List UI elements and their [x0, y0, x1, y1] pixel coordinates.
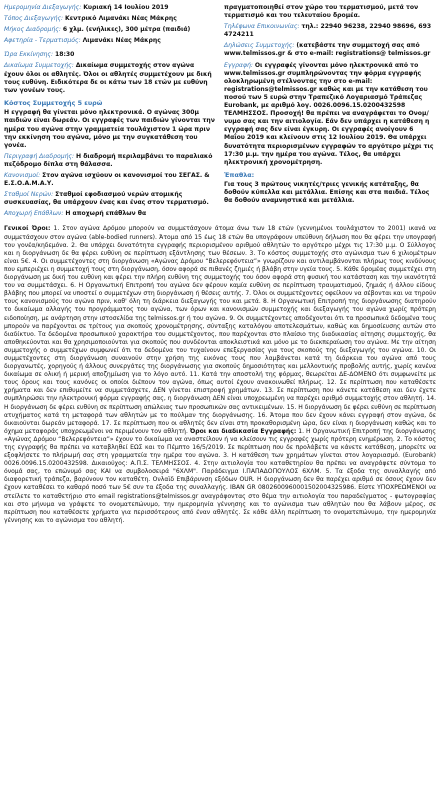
- water-line: [4, 191, 216, 207]
- registration-terms-heading: Όροι και διαδικασία Εγγραφής:: [189, 427, 297, 435]
- date-line: [4, 4, 216, 12]
- route-value: Η διαδρομή περιλαμβάνει το παραλιακό πεζόδρομο δίπλα στη θάλασσα.: [4, 152, 213, 168]
- time-label: Ώρα Εκκίνησης:: [4, 51, 54, 59]
- rights-line: [4, 62, 216, 94]
- right-intro: πραγματοποιηθεί στον χώρο του τερματισμού, μετά τον τερματισμό και του τελευταίου δρομέα.: [224, 4, 419, 20]
- startfinish-value: Λιμανάκι Νέας Μάκρης: [82, 37, 161, 45]
- rules-label: Κανονισμοί:: [4, 172, 41, 180]
- general-terms-heading: Γενικοί Όροι:: [4, 225, 51, 233]
- rules-value: Στον αγώνα ισχύουν οι κανονισμοί του ΣΕΓΑΣ. & Ε.Σ.Ο.Α.Μ.Α.Υ.: [4, 172, 210, 188]
- time-line: [4, 51, 216, 59]
- length-label: Μήκος Διαδρομής:: [4, 26, 61, 34]
- general-terms-text: 1. Στον αγώνα Δρόμου μπορούν να συμμετάσχουν άτομα άνω των 18 ετών (γεννημένοι τουλάχιστον το 2001) ικανά να συμμετάσχουν στον αγώνα (able-bodied runners). Άτομα από 15 έως 18 ετών θα υπογράφουν υπεύθυνη δήλωση που θα φέρει την υπογραφή του γονέα/κηδεμόνα. 2. Θα υπάρχει δυνατότητα εγγραφής περιορισμένου αριθμού αθλητών το αργότερο μέχρι τις 17:30 μ.μ. Ο Σύλλογος και η διοργάνωση δε θα φέρει ευθύνη σε περίπτωση εξάντλησης των θέσεων. 3. Το κόστος συμμετοχής στο αγώνισμα των 6 χιλιομέτρων είναι 5€. 4. Οι συμμετέχοντες στη διοργάνωση «Αγώνας Δρόμου “Βελερεφόντεια”» γνωρίζουν και αντιλαμβάνονται πλήρως τους κινδύνους που εμπεριέχει η συμμετοχή τους στη διοργάνωση, όσον αφορά σε πιθανές ζημιές ή βλάβη στην υγεία τους. 5. Κάθε δρομέας συμμετέχει στη διοργάνωση με δική του ευθύνη και φέρει την πλήρη ευθύνη της συμμετοχής του όσον αφορά στη φυσική του κατάσταση και την ικανότητά του να συμμετάσχει. 6. Η Οργανωτική Επιτροπή του αγώνα δεν φέρουν καμία ευθύνη σε περίπτωση τραυματισμού, ζημιάς ή άλλου είδους βλάβης που μπορεί να υποστεί ο συμμετέχων στη διοργάνωση ή θέσεις αυτής. 7. Όλοι οι συμμετέχοντες οφείλουν να σέβονται και να τηρούν τους κανονισμούς του αγώνα πριν, καθ' όλη τη διάρκεια διεξαγωγής του και μετά. 8. Η Οργανωτική Επιτροπή της διοργάνωσης διατηρούν το δικαίωμα αλλαγής του προγράμματος του αγώνα, των όρων και κανονισμών συμμετοχής και διεξαγωγής του αγώνα χωρίς πρότερη ειδοποίηση, με ανάρτηση στην ιστοσελίδα της telmissos.gr ή του αγώνα. 9. Οι συμμετέχοντες αποδέχονται ότι τα προσωπικά δεδομένα τους μπορούν να παρέχονται σε τρίτους για σκοπούς χρονομέτρησης, σύνταξης καταλόγου αποτελεσμάτων, καθώς και δημοσίευσης αυτών στο διαδίκτυο. Τα δεδομένα προσωπικού χαρακτήρα του συμμετέχοντος, που παρέχονται στο πλαίσιο της διαδικασίας αίτησης συμμετοχής, θα αποθηκεύονται και θα χρησιμοποιούνται για σκοπούς που συνδέονται αποκλειστικά και μόνο με το διεκπεραίωση του αγώνα. Με την αίτηση συμμετοχής ο συμμετέχων συμφωνεί ότι τα δεδομένα του τυχαίνουν επεξεργασίας για τους σκοπούς της διεξαγωγής του αγώνα. 10. Οι συμμετέχοντες στη διοργάνωση συναινούν στην χρήση της εικόνας τους που λαμβάνεται κατά τη διάρκεια του αγώνα από τους διοργανωτές, χορηγούς ή άλλους συνεργάτες της διοργάνωσης για σκοπούς δημοσιότητας και μελλοντικής προβολής αυτής, χωρίς κανένα δικαίωμα σε ολική ή μερική αποζημίωση για το λόγο αυτό. 11. Κατά την αποστολή της φόρμας, θεωρείται ΔΕ-ΔΟΜΕΝΟ ότι συμφωνείτε με τους όρους και τους κανόνες οι οποίοι διέπουν τον αγώνα, όπως αυτοί έχουν ανακοινωθεί πλήρως. 12. Σε περίπτωση που καταθέσετε χρήματα και δεν επιθυμείτε να συμμετάσχετε, ΔΕΝ γίνεται επιστροφή χρημάτων. 13. Σε περίπτωση που κάνετε κατάθεση και δεν έχετε συμπληρώσει την ηλεκτρονική φόρμα εγγραφής σας, η διοργάνωση ΔΕΝ είναι υποχρεωμένη να παρέχει αριθμό συμμετοχής στον αθλητή. 14. Η διοργάνωση δε φέρει ευθύνη σε περίπτωση απώλειας των προσωπικών σας αντικειμένων. 15. Η διοργάνωση δε φέρει ευθύνη σε περίπτωση ατυχήματος κατά τη μεταφορά των αθλητών με το πούλμαν της διοργάνωσης. 16. Άτομα που δεν έχουν κάνει εγγραφή στον αγώνα, δε δικαιούνται δωρεάν μεταφορά. 17. Σε περίπτωση που οι αθλητές δεν είναι στη προκαθορισμένη ώρα, δεν είναι η διοργάνωση καθώς και το όχημα μεταφοράς υποχρεωμένοι να περιμένουν τον αθλητή.: [4, 225, 436, 435]
- time-value: 18:30: [55, 51, 75, 59]
- water-value: Σταθμοί εφοδιασμού νερών ατομικής συσκευασίας, θα υπάρχουν ένας και ένας στον τερματισμό.: [4, 191, 209, 207]
- place-label: Τόπος Διεξαγωγής:: [4, 15, 64, 23]
- route-label: Περιγραφή Διαδρομής:: [4, 152, 75, 160]
- rules-line: [4, 172, 216, 188]
- registration-terms-text: 1. Η Οργανωτική Επιτροπή της διοργάνωσης «Αγώνας Δρόμου “Βελερεφόντεια”» έχουν το δικαίωμα να αναστείλουν ή να κλείσουν τις εγγραφές χωρίς πρότερη ενημέρωση. 2. Το κόστος της εγγραφής θα πρέπει να καταβληθεί ΕΩΣ και το Πέμπτο 16/5/2019. Σε περίπτωση που δε προλάβετε να κάνετε κατάθεση, μπορείτε να εξοφλήσετε το πλήρωμή σας στη γραμματεία την ημέρα του αγώνα. 3. Η κατάθεση των χρημάτων γίνεται στον λογαριασμό. (Eurobank) 0026.0096.15.0200432598. Δικαιούχος: Α.Π.Σ. ΤΕΛΜΗΣΣΟΣ. 4. Στην αιτιολογία του καταθετηρίου θα πρέπει να αναγράφετε σύντομα το όνομά σας, το επώνυμό σας ΚΑΙ να συμβολοσειρά "6ΧΛΜ". Παράδειγμα Ι.ΠΑΠΑΔΟΠΟΥΛΟΣ 6ΧΛΜ. 5. Τα έξοδα της συναλλαγής από διαφορετική τράπεζα, βαρύνουν τον καταθέτη. Ονλαϊδ Επιβάρυνση εξόδων OUR. Η διοργάνωση δεν θα παρέχει αριθμό σε όσους έχουν δεν έχουν καταθέσει το καθαρό ποσό των 5€ συν τα έξοδα της συναλλαγής. IBAN GR 0802600960001502004325986. Είστε ΥΠΟΧΡΕΩΜΕΝΟΙ να στείλετε το καταθετήριο στο email registrations@telmissos.gr αναγράφοντας στο θέμα την αιτιολογία του παραδείγματος - φωτογραφίας και στο μήνυμα να γράψετε το ονοματεπώνυμο, την ημερομηνία γέννησης και το αγώνισμα των αθλητών που θα λάβουν μέρος, σε περίπτωση που καταθέσετε χρήματα για περισσότερους από έναν αθλητές. Σε κάθε άλλη περίπτωση το ονοματεπώνυμο, την ημερομηνία γέννησης και το αγώνισμα του αθλητή.: [4, 427, 436, 524]
- phone-value: τηλ.: 22940 96238, 22940 98696, 693 4724211: [224, 23, 432, 39]
- water-label: Σταθμοί Νερών:: [4, 191, 54, 199]
- exit-line: [4, 210, 216, 218]
- general-terms: [4, 225, 436, 524]
- place-value: Κεντρικό Λιμανάκι Νέας Μάκρης: [65, 15, 177, 23]
- statements-value: (κατεβάστε την συμμετοχή σας από www.telmissos.gr & στο e-mail: registrations@ telmissos.gr: [224, 42, 431, 58]
- phone-line: [224, 23, 436, 39]
- startfinish-line: [4, 37, 216, 45]
- cost-text: Η εγγραφή θα γίνεται μόνο ηλεκτρονικά. Ο αγώνας 300μ παιδιών είναι δωρεάν. Οι εγγραφές των παιδιών γίνονται την ημέρα του αγώνα στην γραμματεία τουλάχιστον 1 ώρα πριν την εκκίνηση του αγώνα, μόνο με την συγκατάθεση του γονέα.: [4, 109, 215, 149]
- route-line: [4, 153, 216, 169]
- date-label: Ημερομηνία Διεξαγωγής:: [4, 4, 82, 11]
- statements-label: Δηλώσεις Συμμετοχής:: [224, 42, 295, 50]
- startfinish-label: Αφετηρία - Τερματισμός:: [4, 37, 81, 45]
- reg-line: [224, 62, 436, 167]
- length-value: 6 χλμ. (ενήλικες), 300 μέτρα (παιδιά): [62, 26, 191, 34]
- rights-label: Δικαίωμα Συμμετοχής:: [4, 62, 74, 70]
- length-line: [4, 26, 216, 34]
- statements-line: [224, 42, 436, 58]
- exit-value: Η αποχωρή επάθλων θα: [65, 210, 147, 218]
- phone-label: Τηλέφωνα Επικοινωνίας:: [224, 23, 300, 31]
- reg-label: Εγγραφή:: [224, 61, 253, 69]
- right-column: [224, 4, 436, 221]
- reg-value: Οι εγγραφές γίνονται μόνο ηλεκτρονικά από το www.telmissos.gr συμπληρώνοντας την φόρμα εγγραφής ολοκληρωμένη στέλνοντας την στο e-mail: registrations@telmissos.gr καθώς και με την κατάθεση του ποσού των 5 ευρώ στην Τραπεζικό Λογαριασμό Τράπεζας Eurobank, με αριθμό λογ. 0026.0096.15.0200432598 ΤΕΛΜΗΣΣΟΣ. Προσοχή! θα πρέπει να αναγράφεται το Ονομ/νυμο σας και την αιτιολογία. Εάν δεν υπάρχει η κατάθεση η εγγραφή σας δεν είναι έγκυρη. Οι εγγραφές ανοίγουν 6 Μαΐου 2019 και κλείνουν στις 12 Ιουλίου 2019. Θα υπάρχει δυνατότητα περιορισμένων εγγραφών το αργότερο μέχρι τις 17:30 μ.μ. την ημέρα του αγώνα. Τέλος, θα υπάρχει ηλεκτρονική χρονομέτρηση.: [224, 61, 434, 166]
- columns: [4, 4, 436, 221]
- place-line: [4, 15, 216, 23]
- prizes-value: Για τους 3 πρώτους νικητές/τριες γενικής κατάταξης, θα δοθούν κύπελλα και μετάλλια. Επίσης και στα παιδιά. Τέλος θα δοθούν αναμνηστικά και μετάλλια.: [224, 181, 430, 205]
- exit-label: Αποχωρή Επάθλων:: [4, 210, 64, 218]
- date-value: Κυριακή 14 Ιουλίου 2019: [83, 4, 169, 11]
- left-column: [4, 4, 216, 221]
- prizes-title: Έπαθλα:: [224, 170, 255, 179]
- rights-value: Δικαίωμα συμμετοχής στον αγώνα έχουν όλοι οι αθλητές. Όλοι οι αθλητές συμμετέχουν με δική τους ευθύνη. Ειδικότερα δε οι κάτω των 18 ετών με ευθύνη των γονέων τους.: [4, 62, 212, 94]
- cost-title: Κόστος Συμμετοχής 5 ευρώ: [4, 98, 103, 107]
